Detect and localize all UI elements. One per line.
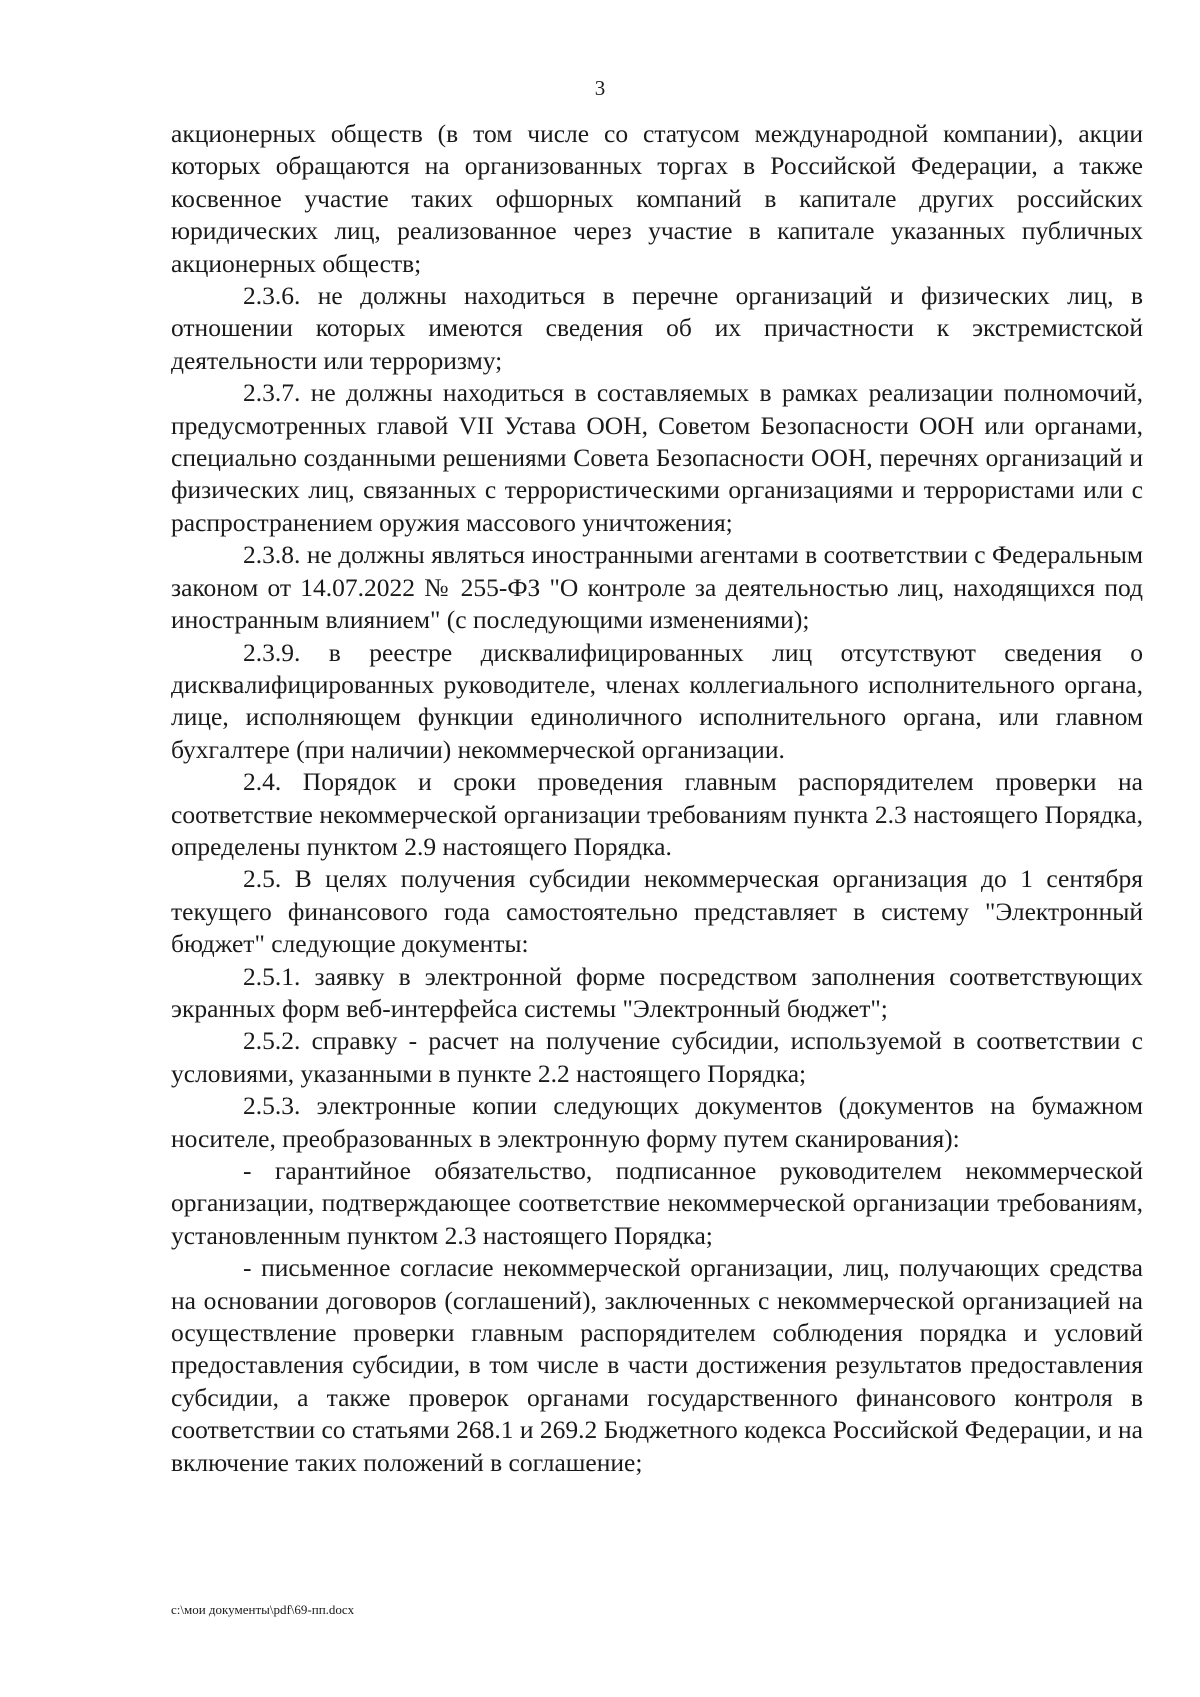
paragraph-2-5-1: 2.5.1. заявку в электронной форме посредством заполнения соответствующих экранных форм веб-интерфейса системы "Электронный бюджет"; bbox=[171, 961, 1143, 1023]
paragraph-2-5-3: 2.5.3. электронные копии следующих документов (документов на бумажном носителе, преобразованных в электронную форму путем сканирования): bbox=[171, 1091, 1143, 1153]
paragraph-2-4: 2.4. Порядок и сроки проведения главным распорядителем проверки на соответствие некоммерческой организации требованиям пункта 2.3 настоящего Порядка, определены пунктом 2.9 настоящего Порядка. bbox=[171, 767, 1143, 861]
footer-file-path: c:\мои документы\pdf\69-пп.docx bbox=[171, 1602, 355, 1617]
list-item-guarantee: - гарантийное обязательство, подписанное руководителем некоммерческой организации, подтверждающее соответствие некоммерческой организации требованиям, установленным пунктом 2.3 настоящего Порядка; bbox=[171, 1156, 1143, 1250]
paragraph-2-3-7: 2.3.7. не должны находиться в составляемых в рамках реализации полномочий, предусмотренных главой VII Устава ООН, Советом Безопасности ООН или органами, специально созданными решениями Совета Безопасности ООН, перечнях организаций и физических лиц, связанных с террористическими организациями и террористами или с распространением оружия массового уничтожения; bbox=[171, 378, 1143, 537]
paragraph-2-5: 2.5. В целях получения субсидии некоммерческая организация до 1 сентября текущего финансового года самостоятельно представляет в систему "Электронный бюджет" следующие документы: bbox=[171, 864, 1143, 959]
paragraph-continuation: акционерных обществ (в том числе со статусом международной компании), акции которых обращаются на организованных торгах в Российской Федерации, а также косвенное участие таких офшорных компаний в капитале других российских юридических лиц, реализованное через участие в капитале указанных публичных акционерных обществ; bbox=[171, 119, 1143, 278]
page-number: 3 bbox=[594, 76, 606, 100]
document-body bbox=[171, 118, 1143, 1479]
paragraph-2-5-2: 2.5.2. справку - расчет на получение субсидии, используемой в соответствии с условиями, указанными в пункте 2.2 настоящего Порядка; bbox=[171, 1026, 1143, 1088]
paragraph-2-3-6: 2.3.6. не должны находиться в перечне организаций и физических лиц, в отношении которых имеются сведения об их причастности к экстремистской деятельности или терроризму; bbox=[171, 281, 1143, 375]
paragraph-2-3-8: 2.3.8. не должны являться иностранными агентами в соответствии с Федеральным законом от 14.07.2022 № 255-ФЗ "О контроле за деятельностью лиц, находящихся под иностранным влиянием" (с последующими изменениями); bbox=[171, 540, 1143, 635]
paragraph-2-3-9: 2.3.9. в реестре дисквалифицированных лиц отсутствуют сведения о дисквалифицированных руководителе, членах коллегиального исполнительного органа, лице, исполняющем функции единоличного исполнительного органа, или главном бухгалтере (при наличии) некоммерческой организации. bbox=[171, 637, 1143, 764]
list-item-consent: - письменное согласие некоммерческой организации, лиц, получающих средства на основании договоров (соглашений), заключенных с некоммерческой организацией на осуществление проверки главным распорядителем соблюдения порядка и условий предоставления субсидии, в том числе в части достижения результатов предоставления субсидии, а также проверок органами государственного финансового контроля в соответствии со статьями 268.1 и 269.2 Бюджетного кодекса Российской Федерации, и на включение таких положений в соглашение; bbox=[171, 1253, 1143, 1477]
